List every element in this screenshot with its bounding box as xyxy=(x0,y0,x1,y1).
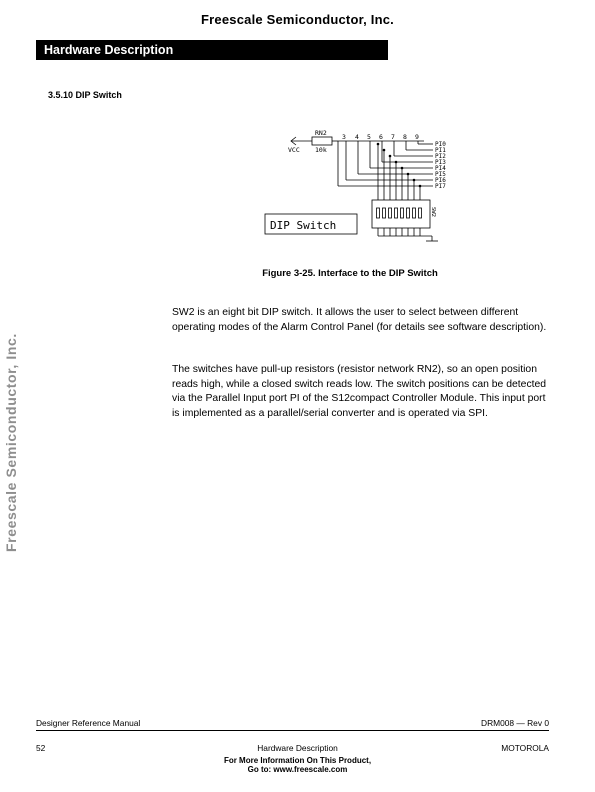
subsection-heading: 3.5.10 DIP Switch xyxy=(48,90,122,100)
footer-company: MOTOROLA xyxy=(501,743,549,753)
vertical-brand: Freescale Semiconductor, Inc. xyxy=(3,333,19,552)
section-title-bar: Hardware Description xyxy=(36,40,388,60)
port-label: PI1 xyxy=(435,147,446,154)
pin-number: 4 xyxy=(355,133,359,141)
pin-number: 3 xyxy=(342,133,346,141)
more-info-link[interactable]: Go to: www.freescale.com xyxy=(247,765,348,775)
footer-divider xyxy=(36,730,549,731)
resistor-network-body xyxy=(312,137,332,145)
footer-section-name: Hardware Description xyxy=(257,743,338,753)
footer-doc-rev: DRM008 — Rev 0 xyxy=(481,718,549,728)
port-label: PI2 xyxy=(435,153,446,160)
more-info-notice xyxy=(0,756,595,775)
switch-ref-label: SW2 xyxy=(430,207,436,217)
header-brand: Freescale Semiconductor, Inc. xyxy=(201,12,394,27)
dip-switch-label: DIP Switch xyxy=(270,219,337,232)
rn-ref-label: RN2 xyxy=(315,129,327,137)
pin-number: 6 xyxy=(379,133,383,141)
pin-number: 8 xyxy=(403,133,407,141)
port-label: PI5 xyxy=(435,171,446,178)
pin-number: 7 xyxy=(391,133,395,141)
pin-number: 5 xyxy=(367,133,371,141)
body-paragraph-2: The switches have pull-up resistors (resistor network RN2), so an open position reads high, while a closed switch reads low. The switch positions can be detected via the Parallel Input port PI of the S12compact Controller Module. This input port is implemented as a parallel/serial converter and is operated via SPI. xyxy=(172,364,547,419)
rn-value-label: 10k xyxy=(315,146,327,154)
port-label: PI4 xyxy=(435,165,446,172)
vcc-label: VCC xyxy=(288,146,300,154)
port-label: PI0 xyxy=(435,141,446,148)
footer-manual-title: Designer Reference Manual xyxy=(36,718,141,728)
port-label: PI7 xyxy=(435,183,446,190)
pin-number: 9 xyxy=(415,133,419,141)
figure-caption: Figure 3-25. Interface to the DIP Switch xyxy=(262,268,438,279)
port-label: PI6 xyxy=(435,177,446,184)
port-label: PI3 xyxy=(435,159,446,166)
body-paragraph-1: SW2 is an eight bit DIP switch. It allows the user to select between different operating modes of the Alarm Control Panel (for details see software description). xyxy=(172,307,547,333)
page-number: 52 xyxy=(36,743,46,753)
more-info-line-1: For More Information On This Product, xyxy=(223,756,372,765)
